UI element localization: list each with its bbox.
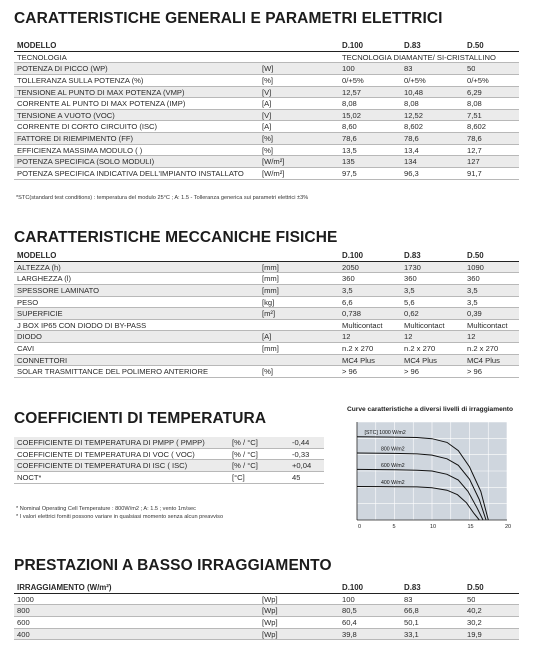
table-row xyxy=(14,110,519,122)
iv-curve-chart xyxy=(347,419,519,532)
table-row xyxy=(14,594,519,606)
x-tick-label: 15 xyxy=(467,524,474,530)
row-value-b: 3,5 xyxy=(404,285,415,295)
row-label: LARGHEZZA (l) xyxy=(17,274,72,284)
technology-label: TECNOLOGIA xyxy=(17,52,67,62)
row-value-a: 100 xyxy=(342,594,355,604)
row-value-c: 0/+5% xyxy=(467,75,489,85)
row-value-b: 78,6 xyxy=(404,134,419,144)
row-value-a: 13,5 xyxy=(342,145,357,155)
row-value-a: MC4 Plus xyxy=(342,355,375,365)
row-value-a: 97,5 xyxy=(342,169,357,179)
row-value-c: 0,39 xyxy=(467,309,482,319)
table-row xyxy=(14,460,324,472)
electrical-table xyxy=(14,40,519,180)
row-unit: [Wp] xyxy=(262,629,278,639)
row-value-c: > 96 xyxy=(467,367,482,377)
series-label: 600 W/m2 xyxy=(381,462,405,469)
table-row xyxy=(14,320,519,332)
row-value-b: 83 xyxy=(404,64,413,74)
row-value-a: 0,738 xyxy=(342,309,362,319)
header-label: MODELLO xyxy=(17,41,57,50)
row-label: CORRENTE AL PUNTO DI MAX POTENZA (IMP) xyxy=(17,99,186,109)
row-label: 1000 xyxy=(17,594,34,604)
low-irradiance-table xyxy=(14,582,519,640)
row-value-c: n.2 x 270 xyxy=(467,344,499,354)
row-value-b: 50,1 xyxy=(404,617,419,627)
row-value-c: 8,602 xyxy=(467,122,487,132)
table-row xyxy=(14,285,519,297)
row-value-b: 33,1 xyxy=(404,629,419,639)
row-unit: [A] xyxy=(262,332,272,342)
row-unit: [W] xyxy=(262,64,274,74)
stc-note: *STC(standard test conditions) : temperatura del modulo 25°C ; A: 1.5 - Tolleranza generica sui parametri elettrici ±3% xyxy=(16,195,309,201)
row-value-c: 12 xyxy=(467,332,476,342)
row-label: POTENZA SPECIFICA (SOLO MODULI) xyxy=(17,157,155,167)
technology-value: TECNOLOGIA DIAMANTE/ SI-CRISTALLINO xyxy=(342,52,496,62)
row-label: COEFFICIENTE DI TEMPERATURA DI PMPP ( PMPP) xyxy=(17,438,205,447)
row-value-b: 5,6 xyxy=(404,297,415,307)
table-row xyxy=(14,617,519,629)
row-label: CORRENTE DI CORTO CIRCUITO (ISC) xyxy=(17,122,158,132)
header-model-c: D.50 xyxy=(467,583,484,592)
table-row xyxy=(14,605,519,617)
row-label: POTENZA SPECIFICA INDICATIVA DELL'IMPIANTO INSTALLATO xyxy=(17,169,244,179)
series-label: 800 W/m2 xyxy=(381,446,405,453)
table-row xyxy=(14,75,519,87)
row-value-c: 30,2 xyxy=(467,617,482,627)
table-header xyxy=(14,40,519,52)
row-value-a: Multicontact xyxy=(342,320,383,330)
temperature-table xyxy=(14,437,324,484)
table-row xyxy=(14,366,519,378)
row-value-b: 83 xyxy=(404,594,413,604)
table-header xyxy=(14,250,519,262)
row-value-b: 0,62 xyxy=(404,309,419,319)
row-unit: [%] xyxy=(262,134,273,144)
row-label: CAVI xyxy=(17,344,35,354)
row-value: +0,04 xyxy=(292,461,312,471)
header-model-b: D.83 xyxy=(404,41,421,50)
row-value: 45 xyxy=(292,472,301,482)
table-row xyxy=(14,52,519,64)
table-row xyxy=(14,472,324,484)
row-value-b: 134 xyxy=(404,157,417,167)
row-label: SOLAR TRASMITTANCE DEL POLIMERO ANTERIORE xyxy=(17,367,209,377)
row-value-c: 78,6 xyxy=(467,134,482,144)
chart-title: Curve caratteristiche a diversi livelli di irraggiamento xyxy=(347,406,514,413)
mechanical-title: CARATTERISTICHE MECCANICHE FISICHE xyxy=(14,229,338,246)
x-tick-label: 5 xyxy=(392,524,396,530)
row-value-c: Multicontact xyxy=(467,320,508,330)
row-value-b: 12 xyxy=(404,332,413,342)
table-row xyxy=(14,343,519,355)
row-value-c: 3,5 xyxy=(467,297,478,307)
table-row xyxy=(14,273,519,285)
row-label: 600 xyxy=(17,617,30,627)
row-unit: [%] xyxy=(262,367,273,377)
table-row xyxy=(14,297,519,309)
row-value-a: 8,60 xyxy=(342,122,357,132)
row-label: ALTEZZA (h) xyxy=(17,262,61,272)
header-label: IRRAGGIAMENTO (W/m²) xyxy=(17,583,112,592)
row-label: EFFICIENZA MASSIMA MODULO ( ) xyxy=(17,145,143,155)
row-unit: [A] xyxy=(262,122,272,132)
row-value-a: 39,8 xyxy=(342,629,357,639)
row-label: SUPERFICIE xyxy=(17,309,63,319)
row-unit: [mm] xyxy=(262,262,279,272)
electrical-title: CARATTERISTICHE GENERALI E PARAMETRI ELETTRICI xyxy=(14,10,443,27)
row-value-b: 10,48 xyxy=(404,87,424,97)
header-model-c: D.50 xyxy=(467,251,484,260)
row-label: 400 xyxy=(17,629,30,639)
table-row xyxy=(14,262,519,274)
table-row xyxy=(14,629,519,641)
mechanical-table xyxy=(14,250,519,378)
row-value-a: 3,5 xyxy=(342,285,353,295)
x-tick-label: 0 xyxy=(358,524,362,530)
row-unit: [mm] xyxy=(262,274,279,284)
row-unit: [Wp] xyxy=(262,606,278,616)
row-value-c: 91,7 xyxy=(467,169,482,179)
row-value-b: n.2 x 270 xyxy=(404,344,436,354)
header-model-c: D.50 xyxy=(467,41,484,50)
row-value-c: 19,9 xyxy=(467,629,482,639)
table-row xyxy=(14,98,519,110)
row-value-b: 1730 xyxy=(404,262,421,272)
iv-curve-svg xyxy=(347,419,519,532)
table-row xyxy=(14,308,519,320)
row-value-a: 8,08 xyxy=(342,99,357,109)
row-label: 800 xyxy=(17,606,30,616)
row-value-a: 0/+5% xyxy=(342,75,364,85)
table-row xyxy=(14,133,519,145)
row-value-a: 360 xyxy=(342,274,355,284)
row-value-b: 66,8 xyxy=(404,606,419,616)
table-row xyxy=(14,168,519,180)
temperature-title: COEFFICIENTI DI TEMPERATURA xyxy=(14,410,267,427)
header-model-a: D.100 xyxy=(342,583,364,592)
row-value-a: n.2 x 270 xyxy=(342,344,374,354)
row-unit: [% / °C] xyxy=(232,449,258,459)
row-value-a: 135 xyxy=(342,157,355,167)
row-unit: [m²] xyxy=(262,309,276,319)
row-value-c: 1090 xyxy=(467,262,484,272)
table-row xyxy=(14,121,519,133)
row-label: PESO xyxy=(17,297,39,307)
row-label: TOLLERANZA SULLA POTENZA (%) xyxy=(17,75,144,85)
row-unit: [°C] xyxy=(232,472,245,482)
table-header xyxy=(14,582,519,594)
row-value: -0,44 xyxy=(292,438,310,447)
table-row xyxy=(14,145,519,157)
row-value-c: 50 xyxy=(467,594,476,604)
row-value-b: MC4 Plus xyxy=(404,355,437,365)
row-unit: [Wp] xyxy=(262,594,278,604)
row-label: DIODO xyxy=(17,332,42,342)
row-label: NOCT* xyxy=(17,472,42,482)
row-unit: [V] xyxy=(262,110,272,120)
row-value-c: 360 xyxy=(467,274,480,284)
header-model-a: D.100 xyxy=(342,41,364,50)
x-tick-label: 10 xyxy=(430,524,437,530)
row-unit: [V] xyxy=(262,87,272,97)
values-note: * I valori elettrici forniti possono variare in qualsiasi momento senza alcun preavviso xyxy=(16,514,224,520)
row-value-b: 360 xyxy=(404,274,417,284)
row-value-b: 8,602 xyxy=(404,122,424,132)
row-value-c: 40,2 xyxy=(467,606,482,616)
table-row xyxy=(14,63,519,75)
row-value-a: 12,57 xyxy=(342,87,362,97)
row-unit: [% / °C] xyxy=(232,438,258,447)
row-unit: [A] xyxy=(262,99,272,109)
series-label: 400 W/m2 xyxy=(381,480,405,487)
row-label: COEFFICIENTE DI TEMPERATURA DI ISC ( ISC) xyxy=(17,461,188,471)
table-row xyxy=(14,437,324,449)
row-label: CONNETTORI xyxy=(17,355,68,365)
row-value-b: > 96 xyxy=(404,367,419,377)
row-label: TENSIONE A VUOTO (VOC) xyxy=(17,110,115,120)
row-value-a: 80,5 xyxy=(342,606,357,616)
table-row xyxy=(14,449,324,461)
header-model-b: D.83 xyxy=(404,251,421,260)
row-unit: [% / °C] xyxy=(232,461,258,471)
row-label: POTENZA DI PICCO (WP) xyxy=(17,64,108,74)
header-model-b: D.83 xyxy=(404,583,421,592)
row-value-a: 60,4 xyxy=(342,617,357,627)
row-unit: [W/m²] xyxy=(262,157,285,167)
row-value-a: 100 xyxy=(342,64,355,74)
row-value-b: 0/+5% xyxy=(404,75,426,85)
low-irradiance-title: PRESTAZIONI A BASSO IRRAGGIAMENTO xyxy=(14,557,332,574)
row-value-a: 12 xyxy=(342,332,351,342)
row-value-b: Multicontact xyxy=(404,320,445,330)
row-value-b: 96,3 xyxy=(404,169,419,179)
row-value-c: 6,29 xyxy=(467,87,482,97)
row-value-b: 13,4 xyxy=(404,145,419,155)
row-label: COEFFICIENTE DI TEMPERATURA DI VOC ( VOC) xyxy=(17,449,195,459)
row-label: J BOX IP65 CON DIODO DI BY-PASS xyxy=(17,320,147,330)
row-unit: [%] xyxy=(262,145,273,155)
row-unit: [kg] xyxy=(262,297,275,307)
row-value-a: 78,6 xyxy=(342,134,357,144)
row-value: -0,33 xyxy=(292,449,310,459)
row-unit: [W/m²] xyxy=(262,169,285,179)
table-row xyxy=(14,355,519,367)
row-value-c: 8,08 xyxy=(467,99,482,109)
noct-note: * Nominal Operating Cell Temperature : 800W/m2 ; A: 1.5 ; vento 1m/sec xyxy=(16,506,196,512)
x-tick-label: 20 xyxy=(505,524,512,530)
row-value-b: 12,52 xyxy=(404,110,424,120)
header-model-a: D.100 xyxy=(342,251,364,260)
row-unit: [Wp] xyxy=(262,617,278,627)
row-unit: [%] xyxy=(262,75,273,85)
header-label: MODELLO xyxy=(17,251,57,260)
row-label: FATTORE DI RIEMPIMENTO (FF) xyxy=(17,134,134,144)
table-row xyxy=(14,156,519,168)
row-value-c: 127 xyxy=(467,157,480,167)
row-unit: [mm] xyxy=(262,285,279,295)
table-row xyxy=(14,331,519,343)
row-value-c: 3,5 xyxy=(467,285,478,295)
row-value-a: 2050 xyxy=(342,262,359,272)
row-value-a: 6,6 xyxy=(342,297,353,307)
row-value-b: 8,08 xyxy=(404,99,419,109)
series-label: [STC] 1000 W/m2 xyxy=(364,430,406,437)
row-value-a: 15,02 xyxy=(342,110,362,120)
row-value-c: MC4 Plus xyxy=(467,355,500,365)
row-value-c: 12,7 xyxy=(467,145,482,155)
row-label: SPESSORE LAMINATO xyxy=(17,285,100,295)
row-label: TENSIONE AL PUNTO DI MAX POTENZA (VMP) xyxy=(17,87,185,97)
row-unit: [mm] xyxy=(262,344,279,354)
table-row xyxy=(14,87,519,99)
row-value-a: > 96 xyxy=(342,367,357,377)
row-value-c: 50 xyxy=(467,64,476,74)
row-value-c: 7,51 xyxy=(467,110,482,120)
